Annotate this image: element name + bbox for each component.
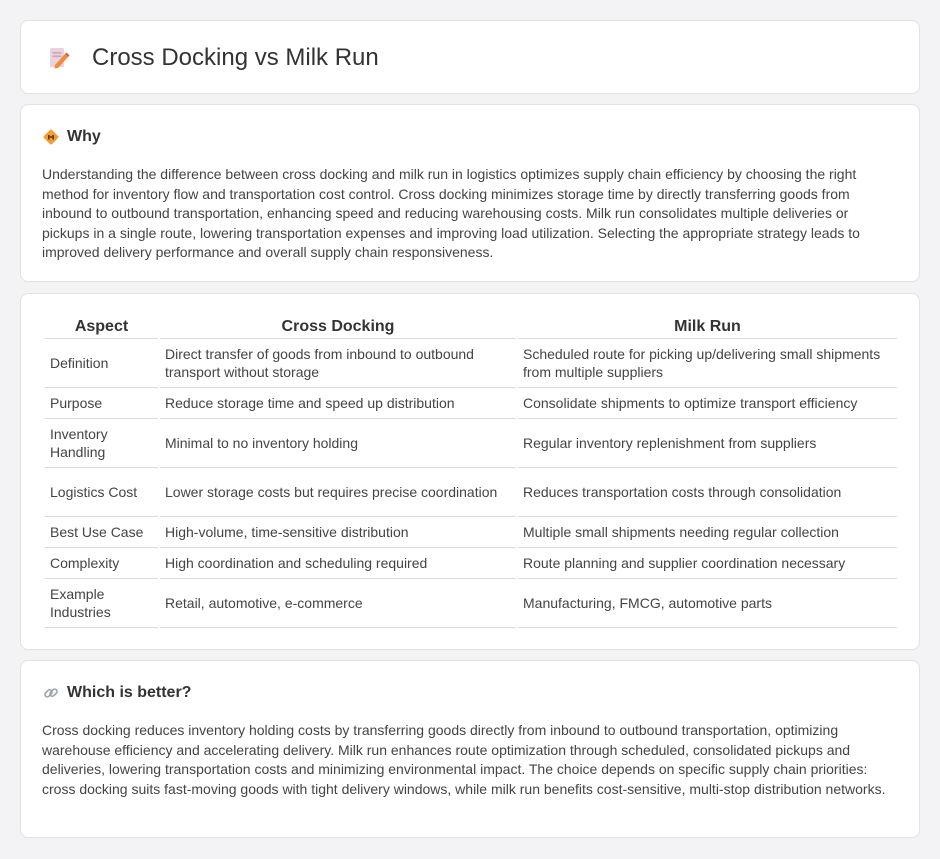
milk-run-cell: Reduces transportation costs through consolidation [518,468,897,517]
column-header-aspect: Aspect [45,315,158,339]
comparison-table [43,315,899,628]
link-icon [43,685,59,701]
milk-run-cell: Scheduled route for picking up/delivering small shipments from multiple suppliers [518,339,897,388]
why-heading [43,127,101,147]
aspect-cell: Purpose [45,388,158,419]
aspect-cell: Logistics Cost [45,468,158,517]
table-header-row [45,315,897,339]
table-row [45,517,897,548]
aspect-cell: Definition [45,339,158,388]
cross-docking-cell: High-volume, time-sensitive distribution [160,517,516,548]
aspect-cell: Example Industries [45,579,158,628]
table-row [45,388,897,419]
cross-docking-cell: Minimal to no inventory holding [160,419,516,468]
column-header-milk-run: Milk Run [518,315,897,339]
cross-docking-cell: High coordination and scheduling required [160,548,516,579]
table-row [45,548,897,579]
which-is-better-section [20,660,920,838]
cross-docking-cell: Retail, automotive, e-commerce [160,579,516,628]
better-title: Which is better? [67,684,192,701]
comparison-section [20,293,920,650]
table-row [45,468,897,517]
better-body: Cross docking reduces inventory holding costs by transferring goods directly from inbound to outbound transportation, optimizing warehouse efficiency and accelerating delivery. Milk run enhances route optimization through scheduled, consolidated pickups and deliveries, lowering transportation costs and minimizing environmental impact. The choice depends on specific supply chain priorities: cross docking suits fast-moving goods with tight delivery windows, while milk run benefits cost-sensitive, multi-stop distribution networks. [42,722,886,797]
better-heading [43,683,191,703]
milk-run-cell: Multiple small shipments needing regular collection [518,517,897,548]
cross-docking-cell: Direct transfer of goods from inbound to outbound transport without storage [160,339,516,388]
table-row [45,579,897,628]
column-header-cross-docking: Cross Docking [160,315,516,339]
header-card [20,20,920,94]
milk-run-cell: Regular inventory replenishment from suppliers [518,419,897,468]
why-title: Why [67,128,101,145]
aspect-cell: Best Use Case [45,517,158,548]
cross-docking-cell: Lower storage costs but requires precise coordination [160,468,516,517]
table-row [45,419,897,468]
aspect-cell: Complexity [45,548,158,579]
why-section [20,104,920,282]
aspect-cell: Inventory Handling [45,419,158,468]
why-body: Understanding the difference between cross docking and milk run in logistics optimizes supply chain efficiency by choosing the right method for inventory flow and transportation cost control. Cross docking minimizes storage time by directly transferring goods from inbound to outbound transportation, enhancing speed and reducing warehousing costs. Milk run consolidates multiple deliveries or pickups in a single route, lowering transportation expenses and improving load utilization. Selecting the appropriate strategy leads to improved delivery performance and overall supply chain responsiveness. [42,166,860,260]
table-row [45,339,897,388]
milk-run-cell: Consolidate shipments to optimize transport efficiency [518,388,897,419]
document-pencil-icon [47,46,71,70]
cross-docking-cell: Reduce storage time and speed up distribution [160,388,516,419]
milk-run-cell: Manufacturing, FMCG, automotive parts [518,579,897,628]
diamond-sign-icon [43,129,59,145]
page-title: Cross Docking vs Milk Run [92,44,379,71]
milk-run-cell: Route planning and supplier coordination necessary [518,548,897,579]
